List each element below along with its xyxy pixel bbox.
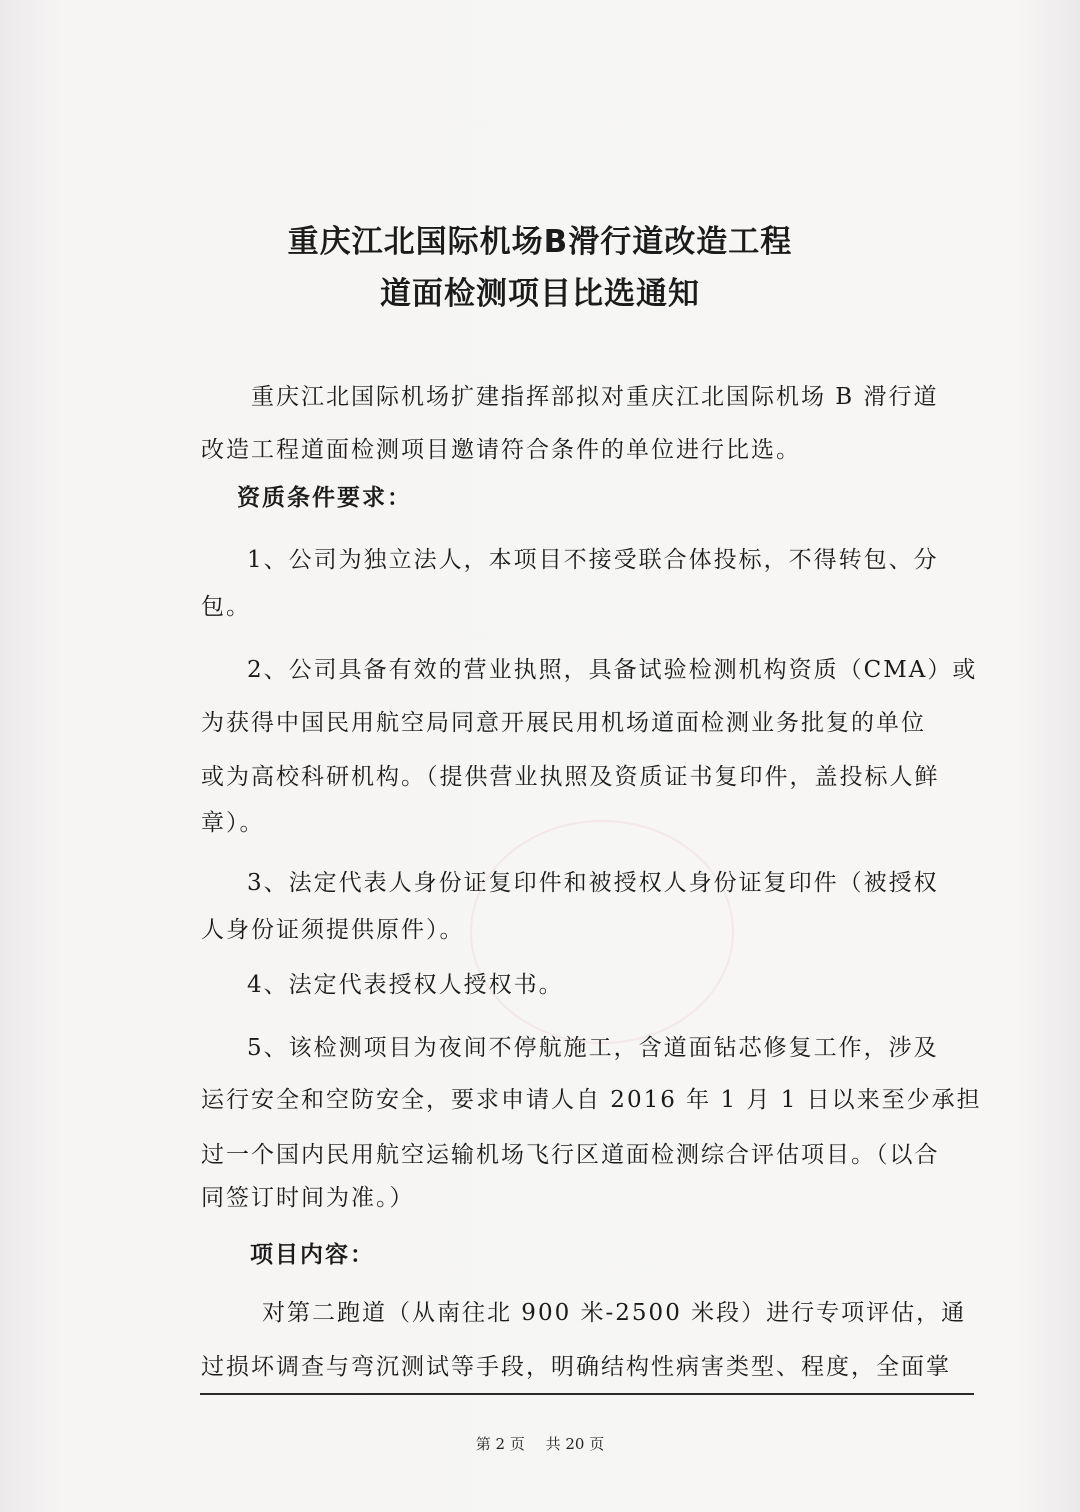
item4-line-1: 4、法定代表授权人授权书。: [247, 972, 564, 998]
item2-line-4: 章）。: [201, 810, 265, 836]
intro-line-1: 重庆江北国际机场扩建指挥部拟对重庆江北国际机场 B 滑行道: [251, 384, 939, 410]
footer-rule: [200, 1393, 974, 1395]
item5-line-1: 5、该检测项目为夜间不停航施工，含道面钻芯修复工作，涉及: [247, 1035, 939, 1061]
content-line-2: 过损坏调查与弯沉测试等手段，明确结构性病害类型、程度，全面掌: [201, 1354, 951, 1380]
document-title-line-2: 道面检测项目比选通知: [380, 276, 700, 312]
item5-line-3: 过一个国内民用航空运输机场飞行区道面检测综合评估项目。（以合: [201, 1142, 940, 1168]
item2-line-1: 2、公司具备有效的营业执照，具备试验检测机构资质（CMA）或: [247, 657, 978, 683]
item2-line-3: 或为高校科研机构。（提供营业执照及资质证书复印件，盖投标人鲜: [201, 764, 940, 790]
item5-line-2: 运行安全和空防安全，要求申请人自 2016 年 1 月 1 日以来至少承担: [201, 1087, 982, 1113]
item1-line-1: 1、公司为独立法人，本项目不接受联合体投标，不得转包、分: [247, 547, 939, 573]
page-number: 第 2 页: [475, 1435, 525, 1453]
faint-seal-mark: [470, 820, 734, 1044]
content-line-1: 对第二跑道（从南往北 900 米-2500 米段）进行专项评估，通: [262, 1300, 967, 1326]
item2-line-2: 为获得中国民用航空局同意开展民用机场道面检测业务批复的单位: [201, 710, 926, 736]
qualification-heading: 资质条件要求：: [237, 485, 412, 511]
item3-line-1: 3、法定代表人身份证复印件和被授权人身份证复印件（被授权: [247, 870, 939, 896]
page-total: 共 20 页: [545, 1435, 605, 1453]
item1-line-2: 包。: [201, 594, 251, 620]
document-title-line-1: 重庆江北国际机场B滑行道改造工程: [287, 224, 793, 260]
content-heading: 项目内容：: [250, 1242, 375, 1268]
page-footer: [0, 1433, 1080, 1454]
item3-line-2: 人身份证须提供原件）。: [201, 917, 465, 943]
intro-line-2: 改造工程道面检测项目邀请符合条件的单位进行比选。: [201, 437, 801, 463]
item5-line-4: 同签订时间为准。）: [201, 1185, 415, 1211]
